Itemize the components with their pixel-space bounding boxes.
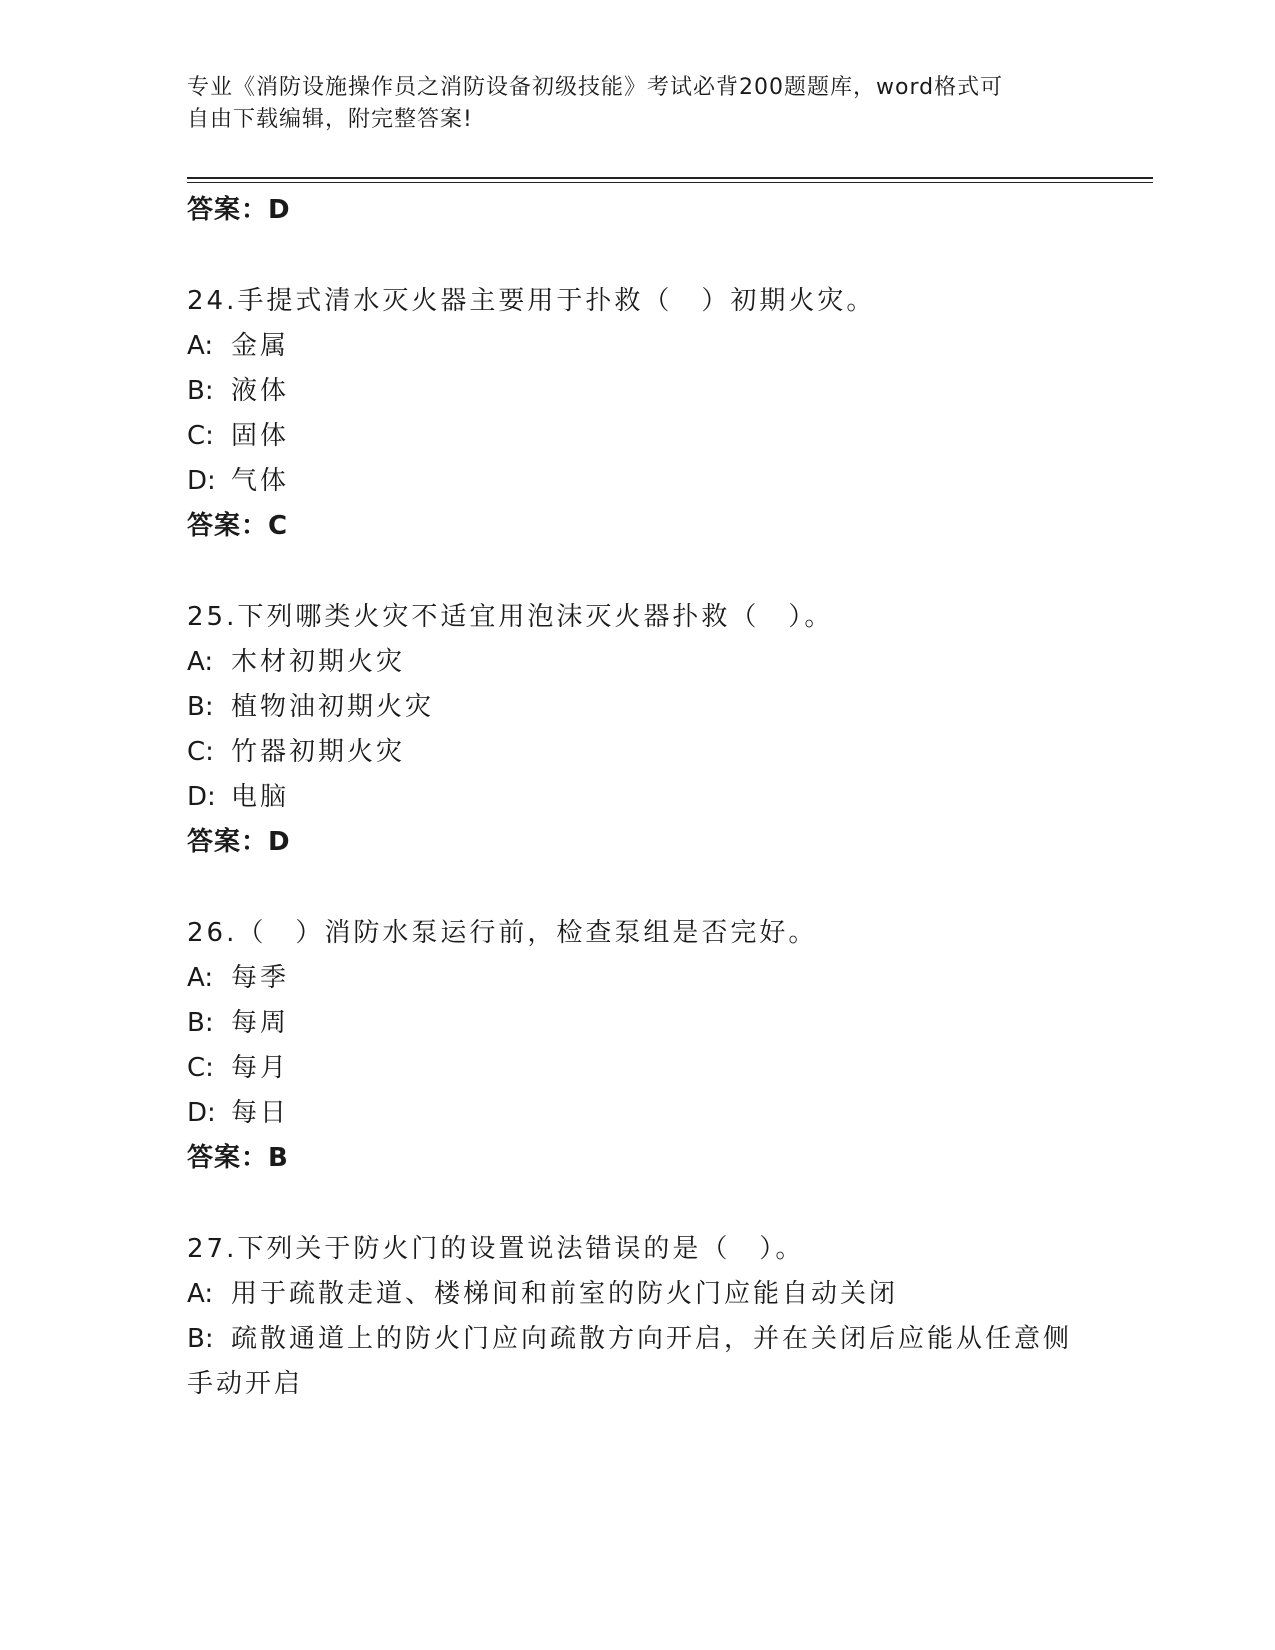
header-line-1: 专业《消防设施操作员之消防设备初级技能》考试必背200题题库，word格式可 bbox=[187, 75, 1004, 100]
option-b bbox=[187, 685, 1087, 730]
option-c bbox=[187, 730, 1087, 775]
option-text: 竹器初期火灾 bbox=[231, 737, 406, 767]
option-text: 用于疏散走道、楼梯间和前室的防火门应能自动关闭 bbox=[231, 1279, 899, 1309]
option-a bbox=[187, 1272, 1087, 1317]
question-24 bbox=[187, 279, 1087, 549]
header-line-2: 自由下载编辑，附完整答案! bbox=[187, 107, 473, 132]
question-stem: 26.（ ）消防水泵运行前，检查泵组是否完好。 bbox=[187, 918, 818, 948]
option-key: C: bbox=[187, 421, 214, 451]
option-key: A: bbox=[187, 647, 214, 677]
option-a bbox=[187, 640, 1087, 685]
option-a bbox=[187, 324, 1087, 369]
option-b bbox=[187, 1317, 1087, 1407]
question-stem: 25.下列哪类火灾不适宜用泡沫灭火器扑救（ ）。 bbox=[187, 602, 834, 632]
option-key: B: bbox=[187, 1324, 214, 1354]
option-key: B: bbox=[187, 692, 214, 722]
option-a bbox=[187, 956, 1087, 1001]
option-b bbox=[187, 1001, 1087, 1046]
question-27 bbox=[187, 1227, 1087, 1407]
header-rule-thin bbox=[187, 182, 1153, 183]
option-text: 植物油初期火灾 bbox=[231, 692, 435, 722]
option-key: A: bbox=[187, 963, 214, 993]
document-header bbox=[187, 72, 1067, 136]
option-key: C: bbox=[187, 1053, 214, 1083]
previous-answer: 答案：D bbox=[187, 195, 291, 225]
option-key: A: bbox=[187, 1279, 214, 1309]
question-list bbox=[187, 188, 1087, 1407]
option-text: 每季 bbox=[231, 963, 290, 993]
answer: 答案：C bbox=[187, 511, 289, 541]
header-rule-thick bbox=[187, 177, 1153, 179]
question-25 bbox=[187, 595, 1087, 865]
option-c bbox=[187, 414, 1087, 459]
option-c bbox=[187, 1046, 1087, 1091]
option-d bbox=[187, 775, 1087, 820]
option-key: B: bbox=[187, 376, 214, 406]
option-b bbox=[187, 369, 1087, 414]
answer: 答案：D bbox=[187, 827, 291, 857]
option-text: 木材初期火灾 bbox=[231, 647, 406, 677]
option-text: 金属 bbox=[231, 331, 290, 361]
option-text: 气体 bbox=[231, 466, 290, 496]
option-text: 每周 bbox=[231, 1008, 290, 1038]
option-key: D: bbox=[187, 782, 216, 812]
question-26 bbox=[187, 911, 1087, 1181]
answer: 答案：B bbox=[187, 1143, 289, 1173]
option-d bbox=[187, 1091, 1087, 1136]
option-text: 电脑 bbox=[231, 782, 290, 812]
option-text: 每月 bbox=[231, 1053, 290, 1083]
option-text: 液体 bbox=[231, 376, 290, 406]
option-key: B: bbox=[187, 1008, 214, 1038]
option-text: 固体 bbox=[231, 421, 290, 451]
option-text: 每日 bbox=[231, 1098, 290, 1128]
option-d bbox=[187, 459, 1087, 504]
option-key: D: bbox=[187, 1098, 216, 1128]
option-key: A: bbox=[187, 331, 214, 361]
option-key: D: bbox=[187, 466, 216, 496]
question-stem: 24.手提式清水灭火器主要用于扑救（ ）初期火灾。 bbox=[187, 286, 876, 316]
question-stem: 27.下列关于防火门的设置说法错误的是（ ）。 bbox=[187, 1234, 805, 1264]
option-key: C: bbox=[187, 737, 214, 767]
option-text: 疏散通道上的防火门应向疏散方向开启，并在关闭后应能从任意侧手动开启 bbox=[187, 1324, 1073, 1399]
